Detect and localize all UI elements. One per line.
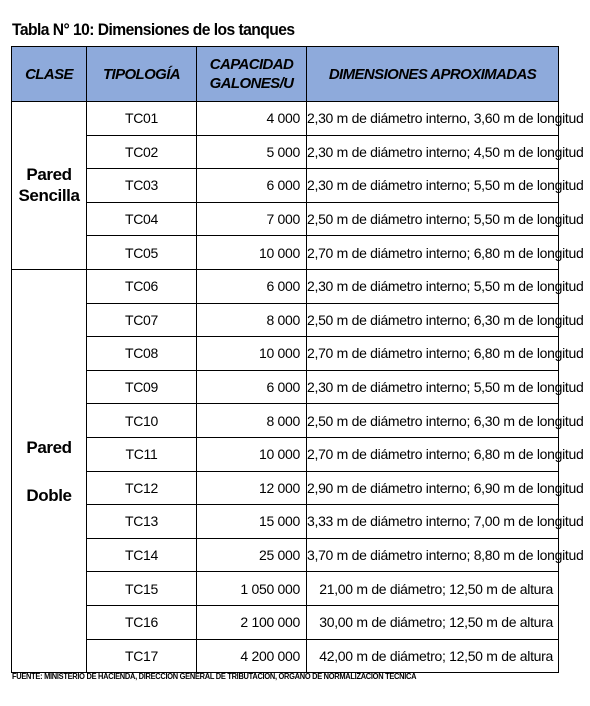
clase-cell <box>12 102 87 270</box>
dimensiones-cell: 2,30 m de diámetro interno; 5,50 m de longitud <box>307 169 559 203</box>
capacidad-cell: 10 000 <box>197 236 307 270</box>
capacidad-cell: 4 200 000 <box>197 639 307 673</box>
tipologia-cell: TC07 <box>87 303 197 337</box>
dimensiones-cell: 30,00 m de diámetro; 12,50 m de altura <box>307 605 559 639</box>
table-row <box>12 605 559 639</box>
table-row <box>12 169 559 203</box>
tipologia-cell: TC15 <box>87 572 197 606</box>
table-row <box>12 572 559 606</box>
clase-label-line2: Doble <box>26 485 72 505</box>
capacidad-cell: 8 000 <box>197 404 307 438</box>
header-clase: CLASE <box>12 47 87 102</box>
tipologia-cell: TC17 <box>87 639 197 673</box>
capacidad-cell: 2 100 000 <box>197 605 307 639</box>
dimensiones-cell: 2,50 m de diámetro interno; 6,30 m de longitud <box>307 404 559 438</box>
capacidad-cell: 6 000 <box>197 169 307 203</box>
tipologia-cell: TC08 <box>87 337 197 371</box>
header-tipologia: TIPOLOGÍA <box>87 47 197 102</box>
dimensiones-cell: 2,50 m de diámetro interno; 6,30 m de longitud <box>307 303 559 337</box>
table-row <box>12 370 559 404</box>
tipologia-cell: TC06 <box>87 269 197 303</box>
clase-label-line1: Pared <box>26 437 72 457</box>
tipologia-cell: TC11 <box>87 437 197 471</box>
header-dimensiones: DIMENSIONES APROXIMADAS <box>307 47 559 102</box>
dimensiones-cell: 2,70 m de diámetro interno; 6,80 m de longitud <box>307 236 559 270</box>
capacidad-cell: 10 000 <box>197 337 307 371</box>
table-row <box>12 437 559 471</box>
table-row <box>12 236 559 270</box>
table-row <box>12 505 559 539</box>
tanks-table <box>11 46 584 673</box>
tipologia-cell: TC03 <box>87 169 197 203</box>
dimensiones-cell: 42,00 m de diámetro; 12,50 m de altura <box>307 639 559 673</box>
capacidad-cell: 10 000 <box>197 437 307 471</box>
tipologia-cell: TC05 <box>87 236 197 270</box>
dimensiones-cell: 2,30 m de diámetro interno; 5,50 m de longitud <box>307 269 559 303</box>
capacidad-cell: 1 050 000 <box>197 572 307 606</box>
dimensiones-cell: 2,30 m de diámetro interno; 5,50 m de longitud <box>307 370 559 404</box>
dimensiones-cell: 3,70 m de diámetro interno; 8,80 m de longitud <box>307 538 559 572</box>
clase-label-line1: Pared <box>26 165 72 185</box>
dimensiones-cell: 2,30 m de diámetro interno; 4,50 m de longitud <box>307 135 559 169</box>
clase-cell <box>12 269 87 672</box>
header-capacidad-line2: GALONES/U <box>209 75 294 92</box>
tipologia-cell: TC14 <box>87 538 197 572</box>
dimensiones-cell: 21,00 m de diámetro; 12,50 m de altura <box>307 572 559 606</box>
tipologia-cell: TC10 <box>87 404 197 438</box>
table-row <box>12 404 559 438</box>
table-row <box>12 102 559 136</box>
tipologia-cell: TC12 <box>87 471 197 505</box>
table-row <box>12 639 559 673</box>
clase-label-line2: Sencilla <box>18 186 80 206</box>
tipologia-cell: TC13 <box>87 505 197 539</box>
capacidad-cell: 7 000 <box>197 202 307 236</box>
tipologia-cell: TC09 <box>87 370 197 404</box>
table-row <box>12 538 559 572</box>
capacidad-cell: 25 000 <box>197 538 307 572</box>
tipologia-cell: TC16 <box>87 605 197 639</box>
table-row <box>12 202 559 236</box>
capacidad-cell: 15 000 <box>197 505 307 539</box>
table-row <box>12 471 559 505</box>
table-row <box>12 303 559 337</box>
dimensiones-cell: 2,70 m de diámetro interno; 6,80 m de longitud <box>307 337 559 371</box>
dimensiones-cell: 3,33 m de diámetro interno; 7,00 m de longitud <box>307 505 559 539</box>
capacidad-cell: 5 000 <box>197 135 307 169</box>
capacidad-cell: 6 000 <box>197 269 307 303</box>
capacidad-cell: 6 000 <box>197 370 307 404</box>
dimensiones-cell: 2,70 m de diámetro interno; 6,80 m de longitud <box>307 437 559 471</box>
header-row <box>12 47 559 102</box>
capacidad-cell: 8 000 <box>197 303 307 337</box>
source-note: FUENTE: MINISTERIO DE HACIENDA, DIRECCIÓN GENERAL DE TRIBUTACIÓN, ÓRGANO DE NORMALIZACIÓN TÉCNICA <box>12 672 417 681</box>
tipologia-cell: TC04 <box>87 202 197 236</box>
tipologia-cell: TC01 <box>87 102 197 136</box>
tipologia-cell: TC02 <box>87 135 197 169</box>
table-row <box>12 337 559 371</box>
capacidad-cell: 12 000 <box>197 471 307 505</box>
dimensiones-cell: 2,90 m de diámetro interno; 6,90 m de longitud <box>307 471 559 505</box>
table-title: Tabla N° 10: Dimensiones de los tanques <box>12 20 295 39</box>
table-row <box>12 135 559 169</box>
dimensiones-cell: 2,30 m de diámetro interno, 3,60 m de longitud <box>307 102 559 136</box>
capacidad-cell: 4 000 <box>197 102 307 136</box>
dimensiones-cell: 2,50 m de diámetro interno; 5,50 m de longitud <box>307 202 559 236</box>
header-capacidad-line1: CAPACIDAD <box>209 56 294 73</box>
header-capacidad <box>197 47 307 102</box>
table-row <box>12 269 559 303</box>
